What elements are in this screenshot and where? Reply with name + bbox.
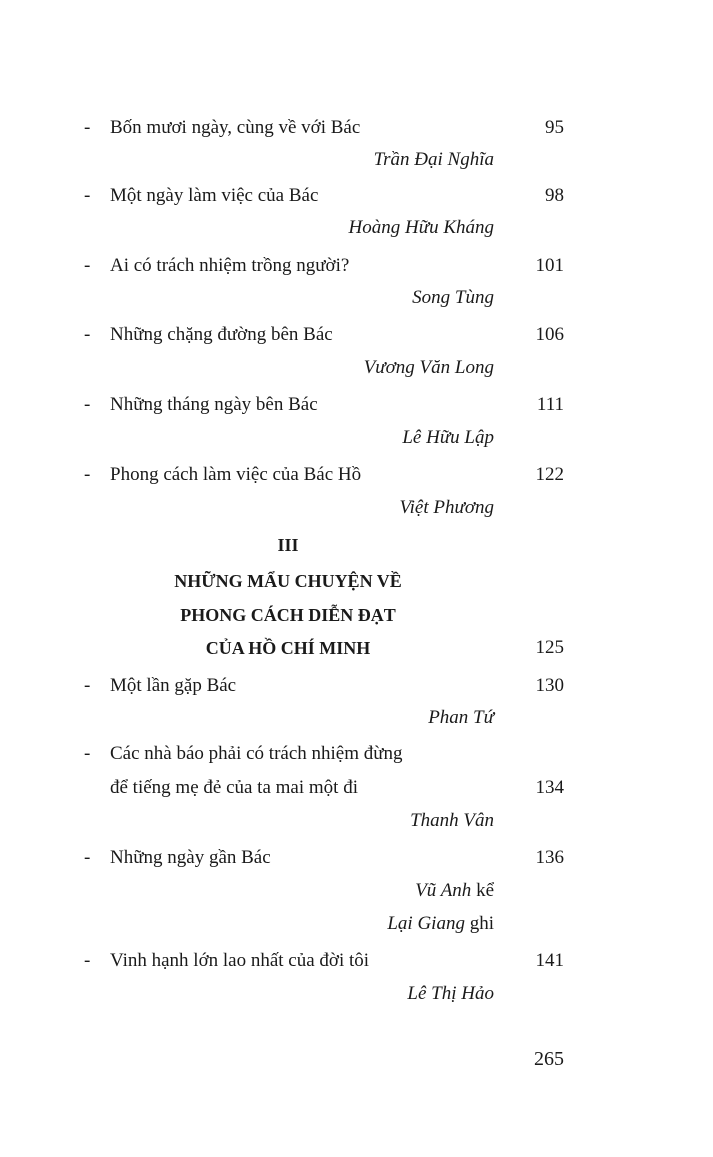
- toc-entry[interactable]: [0, 390, 713, 420]
- toc-entry[interactable]: [0, 251, 713, 281]
- toc-entry[interactable]: [0, 671, 713, 701]
- toc-entry[interactable]: [0, 460, 713, 490]
- entry-title-continued: để tiếng mẹ đẻ của ta mai một đi: [110, 777, 358, 798]
- section-title-line-2: [0, 600, 713, 630]
- entry-author: Vương Văn Long: [363, 357, 494, 378]
- section-title: CỦA HỒ CHÍ MINH: [205, 638, 371, 658]
- toc-entry[interactable]: [0, 739, 713, 769]
- entry-author: Song Tùng: [412, 287, 494, 308]
- entry-page-number: 111: [536, 394, 564, 415]
- entry-page-number: 134: [535, 777, 564, 798]
- toc-entry-author-line: [0, 806, 713, 836]
- toc-entry-continuation[interactable]: [0, 773, 713, 803]
- toc-entry-author-line: [0, 493, 713, 523]
- author-name: Lại Giang: [387, 913, 465, 934]
- author-role: kể: [476, 880, 494, 901]
- toc-entry[interactable]: [0, 113, 713, 143]
- section-number: III: [277, 535, 299, 555]
- toc-entry-author-line: [0, 283, 713, 313]
- toc-entry-author-line: [0, 353, 713, 383]
- entry-dash: -: [84, 324, 91, 345]
- entry-author: Lê Hữu Lập: [402, 427, 494, 448]
- entry-page-number: 122: [535, 464, 564, 485]
- entry-author: Trần Đại Nghĩa: [373, 149, 494, 170]
- toc-entry-author-line: [0, 423, 713, 453]
- entry-author: [415, 876, 494, 906]
- page-number: 265: [534, 1048, 564, 1070]
- footer: [0, 1044, 713, 1074]
- toc-entry[interactable]: [0, 843, 713, 873]
- entry-dash: -: [84, 950, 91, 971]
- toc-entry[interactable]: [0, 181, 713, 211]
- entry-author: [387, 909, 494, 939]
- entry-title: Bốn mươi ngày, cùng về với Bác: [110, 117, 361, 138]
- toc-entry[interactable]: [0, 946, 713, 976]
- section-title: NHỮNG MẨU CHUYỆN VỀ: [174, 571, 402, 591]
- entry-dash: -: [84, 117, 91, 138]
- entry-dash: -: [84, 185, 91, 206]
- author-role: ghi: [469, 913, 494, 934]
- entry-title: Những tháng ngày bên Bác: [110, 394, 318, 415]
- entry-page-number: 101: [535, 255, 564, 276]
- entry-title: Phong cách làm việc của Bác Hồ: [110, 464, 362, 485]
- entry-title: Một ngày làm việc của Bác: [110, 185, 319, 206]
- entry-page-number: 95: [545, 117, 564, 138]
- entry-dash: -: [84, 464, 91, 485]
- entry-page-number: 130: [535, 675, 564, 696]
- entry-title: Một lần gặp Bác: [110, 675, 237, 696]
- toc-entry-author-line: [0, 979, 713, 1009]
- entry-page-number: 106: [535, 324, 564, 345]
- author-name: Vũ Anh: [415, 880, 472, 901]
- entry-title: Vinh hạnh lớn lao nhất của đời tôi: [110, 950, 370, 971]
- toc-entry-author-line: [0, 213, 713, 243]
- entry-author: Việt Phương: [399, 497, 494, 518]
- entry-author: Thanh Vân: [410, 810, 494, 831]
- toc-entry-author-line: [0, 145, 713, 175]
- section-title-line-3[interactable]: [0, 633, 713, 663]
- entry-title: Những ngày gần Bác: [110, 847, 271, 868]
- entry-author: Hoàng Hữu Kháng: [348, 217, 494, 238]
- entry-title: Những chặng đường bên Bác: [110, 324, 333, 345]
- toc-entry-author-line: [0, 909, 713, 939]
- toc-entry[interactable]: [0, 320, 713, 350]
- section-title: PHONG CÁCH DIỄN ĐẠT: [180, 605, 396, 625]
- entry-author: Phan Tứ: [428, 707, 494, 728]
- entry-dash: -: [84, 394, 91, 415]
- section-number-line: [0, 530, 713, 560]
- section-title-line-1: [0, 566, 713, 596]
- section-page-number: 125: [535, 637, 564, 658]
- entry-page-number: 141: [535, 950, 564, 971]
- toc-entry-author-line: [0, 703, 713, 733]
- entry-author: Lê Thị Hảo: [407, 983, 494, 1004]
- entry-dash: -: [84, 675, 91, 696]
- toc-entry-author-line: [0, 876, 713, 906]
- entry-title: Các nhà báo phải có trách nhiệm đừng: [110, 743, 403, 764]
- entry-dash: -: [84, 255, 91, 276]
- entry-page-number: 98: [545, 185, 564, 206]
- entry-title: Ai có trách nhiệm trồng người?: [110, 255, 350, 276]
- entry-dash: -: [84, 847, 91, 868]
- entry-dash: -: [84, 743, 91, 764]
- entry-page-number: 136: [535, 847, 564, 868]
